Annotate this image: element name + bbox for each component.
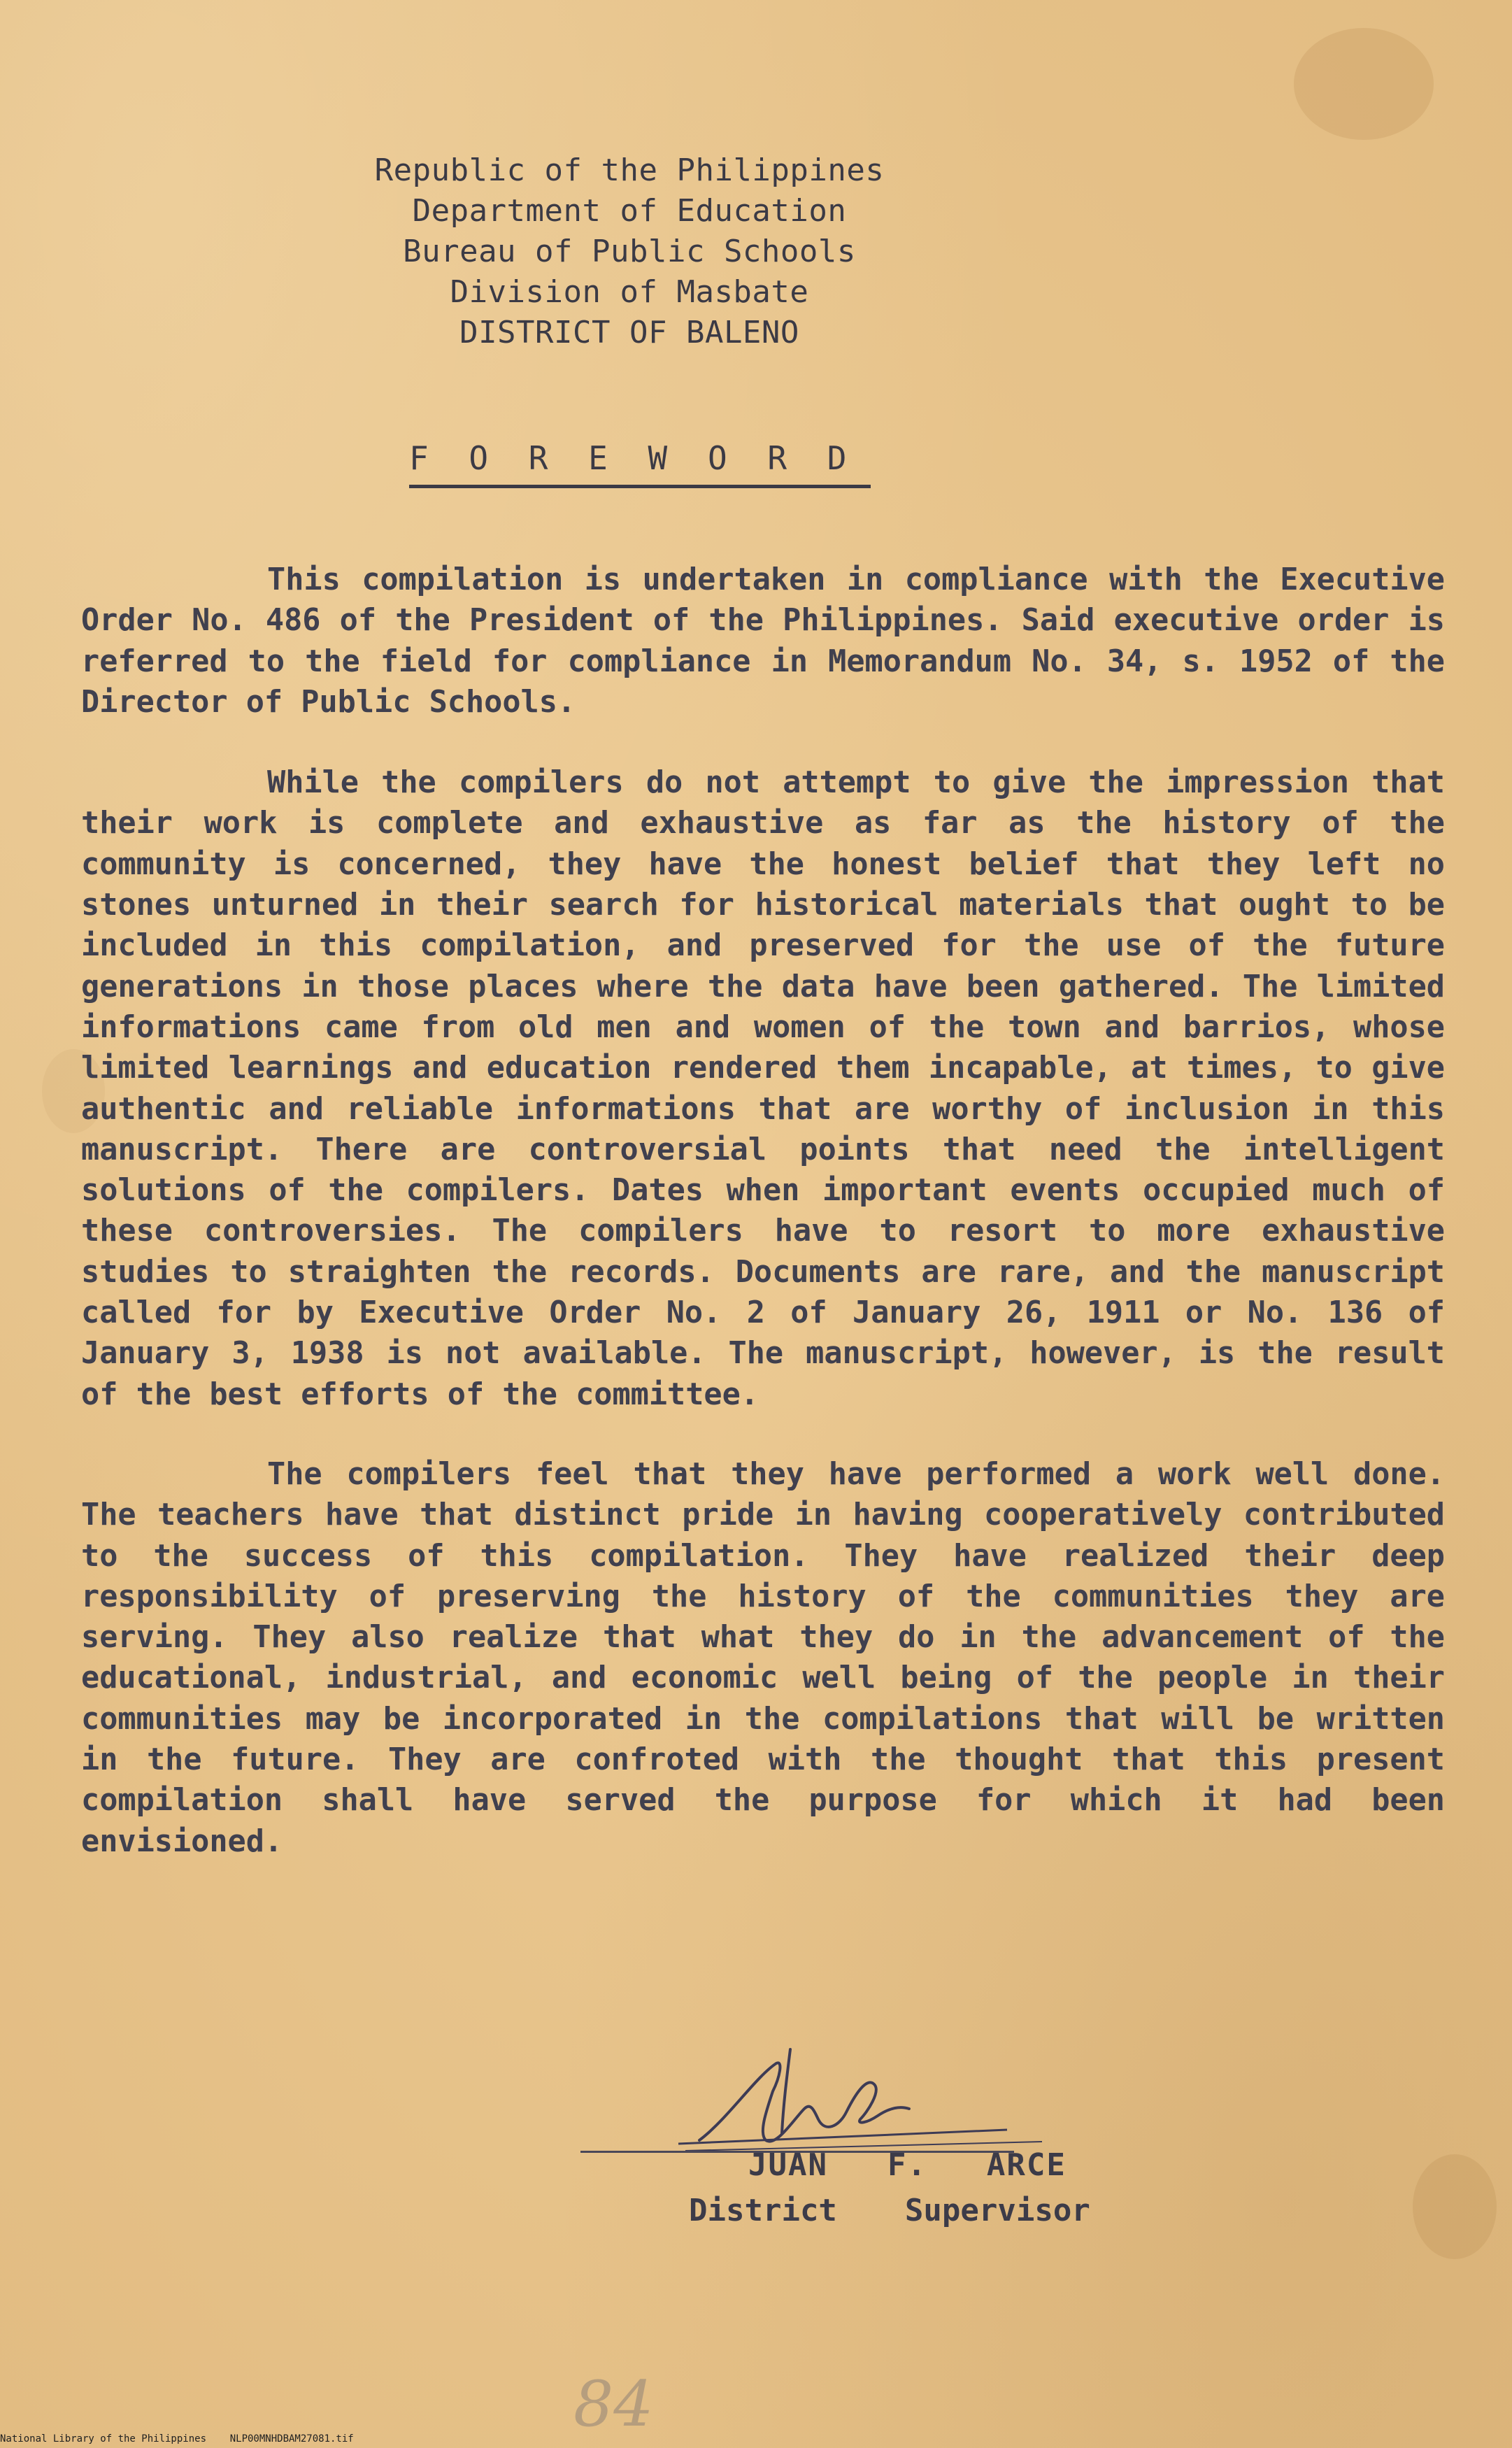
- letterhead-line-republic: Republic of the Philippines: [374, 152, 885, 188]
- letterhead-line-department: Department of Education: [412, 193, 847, 229]
- paragraph-3: The compilers feel that they have performed a work well done. The teachers have that distinct pride in having cooperatively contributed to the success of this compilation. They have realized their deep responsibility of preserving the history of the communities they are serving. They also realize that what they do in the advancement of the educational, industrial, and economic well being of the people in their communities may be incorporated in the compilations that will be written in the future. They are confroted with the thought that this present compilation shall have served the purpose for which it had been envisioned.: [81, 1456, 1445, 1859]
- document-title: F O R E W O R D: [409, 439, 848, 477]
- letterhead: [210, 150, 1049, 353]
- letterhead-line-division: Division of Masbate: [450, 274, 809, 310]
- paper-stain: [1294, 28, 1434, 140]
- handwritten-page-number: 84: [573, 2368, 654, 2441]
- signatory-title: District Supervisor: [689, 2193, 1090, 2228]
- letterhead-line-district: DISTRICT OF BALENO: [459, 315, 799, 350]
- archive-footer: National Library of the Philippines NLP00MNHDBAM27081.tif: [0, 2433, 354, 2445]
- signatory-name: JUAN F. ARCE: [748, 2147, 1067, 2183]
- paper-stain: [1413, 2154, 1497, 2259]
- title-underline: [409, 485, 871, 488]
- paragraph-1: This compilation is undertaken in compliance with the Executive Order No. 486 of the President of the Philippines. Said executive order is referred to the field for compliance in Memorandum No. 34, s. 1952 of the Director of Public Schools.: [81, 562, 1445, 720]
- letterhead-line-bureau: Bureau of Public Schools: [403, 234, 856, 269]
- paragraph-2: While the compilers do not attempt to give the impression that their work is complete and exhaustive as far as the history of the community is concerned, they have the honest belief that they left no stones unturned in their search for historical materials that ought to be included in this compilation, and preserved for the use of the future generations in those places where the data have been gathered. The limited informations came from old men and women of the town and barrios, whose limited learnings and education rendered them incapable, at times, to give authentic and reliable informations that are worthy of inclusion in this manuscript. There are controversial points that need the intelligent solutions of the compilers. Dates when important events occupied much of these controversies. The compilers have to resort to more exhaustive studies to straighten the records. Documents are rare, and the manuscript called for by Executive Order No. 2 of January 26, 1911 or No. 136 of January 3, 1938 is not available. The manuscript, however, is the result of the best efforts of the committee.: [81, 765, 1445, 1412]
- foreword-body: [81, 560, 1445, 1862]
